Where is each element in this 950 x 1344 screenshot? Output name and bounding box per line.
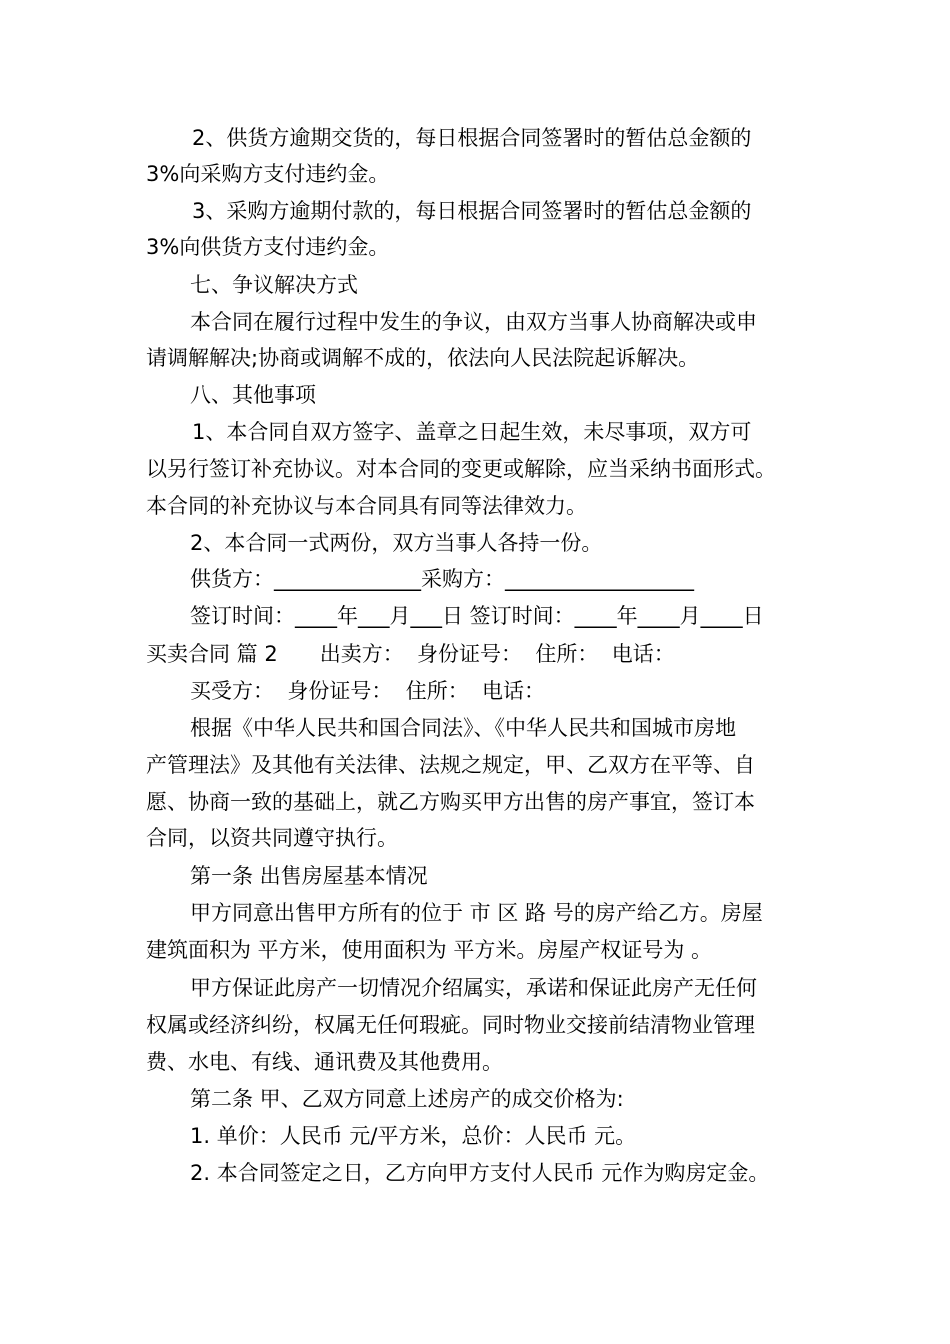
section-heading-7: 七、争议解决方式 — [190, 273, 358, 297]
preamble-line-1: 根据《中华人民共和国合同法》、《中华人民共和国城市房地 — [190, 716, 736, 740]
article-2-heading: 第二条 甲、乙双方同意上述房产的成交价格为: — [190, 1087, 624, 1111]
price-item-1: 1. 单价：人民币 元/平方米，总价：人民币 元。 — [190, 1124, 637, 1148]
clause-6-3-line-1: 3、采购方逾期付款的，每日根据合同签署时的暂估总金额的 — [192, 199, 752, 223]
section-heading-8: 八、其他事项 — [190, 383, 316, 407]
other-1-line-2: 以另行签订补充协议。对本合同的变更或解除，应当采纳书面形式。 — [146, 457, 776, 481]
other-1-line-3: 本合同的补充协议与本合同具有同等法律效力。 — [146, 494, 587, 518]
contract-2-seller-line: 买卖合同 篇 2 出卖方： 身份证号： 住所： 电话： — [146, 642, 675, 666]
preamble-line-4: 合同，以资共同遵守执行。 — [146, 826, 398, 850]
guarantee-line-2: 权属或经济纠纷，权属无任何瑕疵。同时物业交接前结清物业管理 — [146, 1013, 755, 1037]
preamble-line-3: 愿、协商一致的基础上，就乙方购买甲方出售的房产事宜，签订本 — [146, 790, 755, 814]
guarantee-line-3: 费、水电、有线、通讯费及其他费用。 — [146, 1050, 503, 1074]
signature-parties-line: 供货方：______________采购方：__________________ — [190, 567, 694, 591]
article-1-line-2: 建筑面积为 平方米，使用面积为 平方米。房屋产权证号为 。 — [146, 938, 713, 962]
other-1-line-1: 1、本合同自双方签字、盖章之日起生效，未尽事项，双方可 — [192, 420, 752, 444]
clause-6-3-line-2: 3%向供货方支付违约金。 — [146, 235, 390, 259]
article-1-line-1: 甲方同意出售甲方所有的位于 市 区 路 号的房产给乙方。房屋 — [190, 901, 763, 925]
guarantee-line-1: 甲方保证此房产一切情况介绍属实，承诺和保证此房产无任何 — [190, 976, 757, 1000]
clause-6-2-line-1: 2、供货方逾期交货的，每日根据合同签署时的暂估总金额的 — [192, 126, 752, 150]
preamble-line-2: 产管理法》及其他有关法律、法规之规定，甲、乙双方在平等、自 — [146, 753, 755, 777]
buyer-line: 买受方： 身份证号： 住所： 电话： — [190, 679, 546, 703]
dispute-line-2: 请调解解决;协商或调解不成的，依法向人民法院起诉解决。 — [146, 346, 700, 370]
other-2-line: 2、本合同一式两份，双方当事人各持一份。 — [190, 531, 603, 555]
article-1-heading: 第一条 出售房屋基本情况 — [190, 864, 428, 888]
price-item-2: 2. 本合同签定之日，乙方向甲方支付人民币 元作为购房定金。 — [190, 1161, 770, 1185]
signature-dates-line: 签订时间：____年___月___日 签订时间：____年____月____日 — [190, 604, 764, 628]
dispute-line-1: 本合同在履行过程中发生的争议，由双方当事人协商解决或申 — [190, 310, 757, 334]
clause-6-2-line-2: 3%向采购方支付违约金。 — [146, 162, 390, 186]
